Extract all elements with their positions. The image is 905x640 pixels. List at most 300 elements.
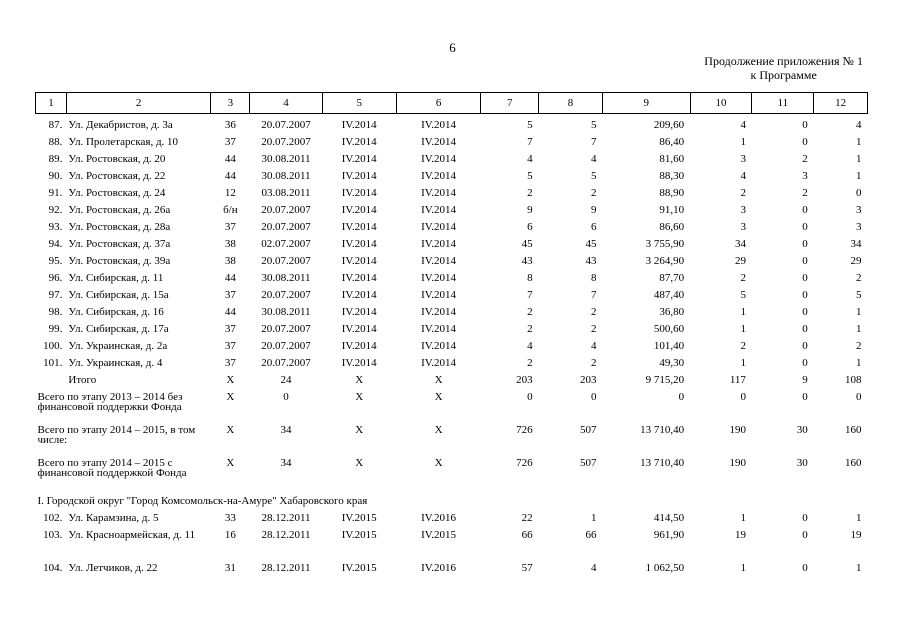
cell: 1 xyxy=(740,306,746,318)
table-row xyxy=(36,358,868,375)
stage-summary-row xyxy=(36,458,868,496)
cell: 4 xyxy=(590,340,597,352)
cell: 2 xyxy=(527,306,533,318)
cell-address: Ул. Ростовская, д. 28а xyxy=(68,221,171,233)
cell: 5 xyxy=(527,119,533,131)
col-header-4: 4 xyxy=(250,93,322,114)
cell-address: Ул. Сибирская, д. 15а xyxy=(68,289,169,301)
cell: 49,30 xyxy=(659,357,685,369)
section-row xyxy=(36,496,868,513)
cell: 28.12.2011 xyxy=(261,512,311,524)
cell: IV.2014 xyxy=(421,204,457,216)
cell: 2 xyxy=(740,187,746,199)
cell: X xyxy=(226,457,235,469)
cell: 0 xyxy=(590,391,597,403)
cell-address: Ул. Украинская, д. 2а xyxy=(68,340,168,352)
cell: 1 xyxy=(740,562,746,574)
cell: 4 xyxy=(590,562,597,574)
cell: 20.07.2007 xyxy=(261,323,311,335)
cell: IV.2014 xyxy=(341,272,377,284)
cell-address: Ул. Пролетарская, д. 10 xyxy=(68,136,179,148)
cell: 2 xyxy=(856,340,862,352)
cell: IV.2014 xyxy=(341,323,377,335)
cell: 2 xyxy=(527,357,533,369)
cell: X xyxy=(355,391,364,403)
cell: 45 xyxy=(585,238,597,250)
cell: 6 xyxy=(590,221,597,233)
cell: 1 xyxy=(856,153,862,165)
cell: 4 xyxy=(740,170,746,182)
cell: 2 xyxy=(590,323,597,335)
cell: 1 xyxy=(856,323,862,335)
cell-number: 98. xyxy=(48,306,63,318)
cell: 37 xyxy=(224,323,236,335)
cell: 160 xyxy=(845,424,862,436)
section-title: I. Городской округ "Город Комсомольск-на-Амуре" Хабаровского края xyxy=(37,495,368,507)
cell: 2 xyxy=(590,187,597,199)
cell-number: 102. xyxy=(43,512,63,524)
cell: IV.2014 xyxy=(341,238,377,250)
cell: 1 xyxy=(856,512,862,524)
cell: 44 xyxy=(224,306,236,318)
total-label: Итого xyxy=(68,374,97,386)
cell-address: Ул. Украинская, д. 4 xyxy=(68,357,163,369)
cell: 9 715,20 xyxy=(645,374,685,386)
cell: 0 xyxy=(802,323,808,335)
cell: IV.2014 xyxy=(421,153,457,165)
cell-address: Ул. Летчиков, д. 22 xyxy=(68,562,158,574)
cell: 02.07.2007 xyxy=(261,238,311,250)
cell: 7 xyxy=(527,136,533,148)
cell: IV.2014 xyxy=(421,187,457,199)
cell: 160 xyxy=(845,457,862,469)
cell: IV.2014 xyxy=(421,119,457,131)
cell: 44 xyxy=(224,272,236,284)
cell: 1 xyxy=(740,512,746,524)
cell: 31 xyxy=(224,562,236,574)
page-number: 6 xyxy=(449,40,456,55)
cell: 190 xyxy=(729,457,746,469)
cell: 0 xyxy=(740,391,746,403)
cell: 4 xyxy=(527,153,533,165)
cell-number: 103. xyxy=(43,529,63,541)
cell: X xyxy=(226,424,235,436)
cell: 0 xyxy=(802,562,808,574)
cell: 13 710,40 xyxy=(640,424,685,436)
cell: 30.08.2011 xyxy=(261,153,311,165)
col-header-11: 11 xyxy=(752,93,814,114)
cell-number: 97. xyxy=(48,289,63,301)
cell: 0 xyxy=(856,391,862,403)
cell: 0 xyxy=(678,391,685,403)
cell: 34 xyxy=(280,457,292,469)
cell: X xyxy=(226,374,235,386)
cell: 66 xyxy=(585,529,597,541)
cell-number: 93. xyxy=(48,221,63,233)
cell: 0 xyxy=(802,136,808,148)
table-row xyxy=(36,171,868,188)
cell: 1 xyxy=(740,323,746,335)
cell-number: 94. xyxy=(48,238,63,250)
cell: 24 xyxy=(280,374,292,386)
cell-number: 96. xyxy=(48,272,63,284)
cell: 29 xyxy=(850,255,862,267)
cell: 3 xyxy=(740,221,746,233)
cell-number: 90. xyxy=(48,170,63,182)
cell: 4 xyxy=(740,119,746,131)
cell: 34 xyxy=(280,424,292,436)
col-header-8: 8 xyxy=(539,93,603,114)
cell-number: 101. xyxy=(43,357,63,369)
cell: 726 xyxy=(516,457,533,469)
table-row xyxy=(36,307,868,324)
cell: X xyxy=(226,391,235,403)
cell: IV.2014 xyxy=(421,238,457,250)
cell: 43 xyxy=(521,255,533,267)
cell: 03.08.2011 xyxy=(261,187,311,199)
table-row xyxy=(36,256,868,273)
cell: 87,70 xyxy=(659,272,685,284)
cell: 5 xyxy=(527,170,533,182)
cell: 1 xyxy=(856,136,862,148)
cell: 30.08.2011 xyxy=(261,306,311,318)
total-row xyxy=(36,375,868,392)
cell: 190 xyxy=(729,424,746,436)
cell: 20.07.2007 xyxy=(261,340,311,352)
cell: IV.2014 xyxy=(421,255,457,267)
cell: 2 xyxy=(527,187,533,199)
cell: 13 710,40 xyxy=(640,457,685,469)
cell: 34 xyxy=(850,238,862,250)
cell: X xyxy=(434,424,443,436)
cell: IV.2014 xyxy=(421,306,457,318)
cell: 2 xyxy=(740,340,746,352)
cell: 19 xyxy=(850,529,862,541)
cell-address: Ул. Декабристов, д. 3а xyxy=(68,119,173,131)
cell: 0 xyxy=(283,391,289,403)
cell: 1 xyxy=(856,306,862,318)
cell: 0 xyxy=(802,221,808,233)
col-header-9: 9 xyxy=(602,93,690,114)
cell: IV.2014 xyxy=(341,170,377,182)
continuation-note xyxy=(704,54,863,82)
cell-address: Ул. Ростовская, д. 39а xyxy=(68,255,171,267)
cell: 3 264,90 xyxy=(645,255,685,267)
cell: X xyxy=(434,457,443,469)
cell: IV.2014 xyxy=(341,255,377,267)
cell: 203 xyxy=(516,374,533,386)
cell-address: Ул. Ростовская, д. 22 xyxy=(68,170,166,182)
cell: IV.2015 xyxy=(341,562,377,574)
cell: 0 xyxy=(802,272,808,284)
cell: 117 xyxy=(729,374,746,386)
table-row xyxy=(36,188,868,205)
cell: 45 xyxy=(521,238,533,250)
cell: IV.2014 xyxy=(341,119,377,131)
cell: 0 xyxy=(802,204,808,216)
cell: 7 xyxy=(590,136,597,148)
cell: 33 xyxy=(224,512,236,524)
cell: б/н xyxy=(223,204,238,216)
cell: 1 xyxy=(856,562,862,574)
cell: 88,30 xyxy=(659,170,685,182)
cell: 8 xyxy=(527,272,533,284)
cell: 2 xyxy=(802,153,808,165)
cell: 3 xyxy=(856,204,862,216)
cell: 28.12.2011 xyxy=(261,529,311,541)
cell: 7 xyxy=(590,289,597,301)
cell: 961,90 xyxy=(653,529,685,541)
cell: IV.2014 xyxy=(341,204,377,216)
cell: 22 xyxy=(521,512,533,524)
table-row xyxy=(36,290,868,307)
cell: 1 xyxy=(856,170,862,182)
table-row xyxy=(36,222,868,239)
cell: IV.2014 xyxy=(341,306,377,318)
cell: 30 xyxy=(796,457,808,469)
cell: 0 xyxy=(802,512,808,524)
col-header-12: 12 xyxy=(814,93,868,114)
cell: X xyxy=(355,374,364,386)
cell: 38 xyxy=(224,238,236,250)
table-row xyxy=(36,137,868,154)
cell: 29 xyxy=(734,255,746,267)
cell: IV.2014 xyxy=(421,323,457,335)
cell: 0 xyxy=(802,391,808,403)
cell: 2 xyxy=(590,357,597,369)
table-row xyxy=(36,205,868,222)
cell: 2 xyxy=(527,323,533,335)
cell: IV.2016 xyxy=(421,512,457,524)
cell-number: 99. xyxy=(48,323,63,335)
continuation-line-1: Продолжение приложения № 1 xyxy=(704,54,863,68)
cell-number: 89. xyxy=(48,153,63,165)
cell: 57 xyxy=(521,562,533,574)
cell: 38 xyxy=(224,255,236,267)
cell: IV.2014 xyxy=(421,221,457,233)
cell: 66 xyxy=(521,529,533,541)
cell: 2 xyxy=(590,306,597,318)
cell: 4 xyxy=(590,153,597,165)
cell-address: Ул. Ростовская, д. 26а xyxy=(68,204,171,216)
cell: 3 xyxy=(802,170,808,182)
cell-address: Ул. Ростовская, д. 24 xyxy=(68,187,166,199)
cell-number: 92. xyxy=(48,204,63,216)
cell: IV.2014 xyxy=(421,170,457,182)
cell: IV.2015 xyxy=(341,529,377,541)
stage-summary-row xyxy=(36,425,868,458)
cell: 0 xyxy=(527,391,533,403)
cell: 0 xyxy=(802,255,808,267)
cell: 37 xyxy=(224,221,236,233)
cell: 37 xyxy=(224,136,236,148)
cell: 37 xyxy=(224,340,236,352)
cell-number: 88. xyxy=(48,136,63,148)
cell: 5 xyxy=(740,289,746,301)
cell: 1 xyxy=(590,512,597,524)
cell: IV.2014 xyxy=(421,136,457,148)
cell: 20.07.2007 xyxy=(261,221,311,233)
cell-number: 95. xyxy=(48,255,63,267)
col-header-10: 10 xyxy=(690,93,752,114)
cell: 30.08.2011 xyxy=(261,272,311,284)
cell-number xyxy=(36,375,67,392)
cell: 0 xyxy=(802,289,808,301)
cell-address: Ул. Сибирская, д. 16 xyxy=(68,306,164,318)
cell: IV.2016 xyxy=(421,562,457,574)
cell-number: 91. xyxy=(48,187,63,199)
cell-address: Ул. Сибирская, д. 17а xyxy=(68,323,169,335)
cell: 20.07.2007 xyxy=(261,255,311,267)
cell: 5 xyxy=(856,289,862,301)
cell: IV.2015 xyxy=(421,529,457,541)
cell: X xyxy=(434,391,443,403)
cell: 1 062,50 xyxy=(645,562,685,574)
cell: 36,80 xyxy=(659,306,685,318)
table-row xyxy=(36,513,868,530)
cell: IV.2014 xyxy=(341,136,377,148)
cell: 20.07.2007 xyxy=(261,119,311,131)
cell-address: Ул. Сибирская, д. 11 xyxy=(68,272,164,284)
cell: 209,60 xyxy=(653,119,685,131)
cell: 88,90 xyxy=(659,187,685,199)
cell: IV.2014 xyxy=(421,272,457,284)
cell: 9 xyxy=(590,204,597,216)
cell: 0 xyxy=(802,238,808,250)
cell: 91,10 xyxy=(659,204,685,216)
cell: 43 xyxy=(585,255,597,267)
cell-address: Ул. Ростовская, д. 20 xyxy=(68,153,166,165)
cell: 1 xyxy=(740,136,746,148)
cell: 3 xyxy=(740,204,746,216)
cell: 108 xyxy=(845,374,862,386)
cell: 414,50 xyxy=(653,512,685,524)
cell: 1 xyxy=(740,357,746,369)
table-row xyxy=(36,239,868,256)
col-header-7: 7 xyxy=(481,93,539,114)
cell: 20.07.2007 xyxy=(261,204,311,216)
cell: 507 xyxy=(579,457,597,469)
cell: IV.2014 xyxy=(341,153,377,165)
cell: 3 xyxy=(856,221,862,233)
col-header-6: 6 xyxy=(396,93,481,114)
cell: 37 xyxy=(224,357,236,369)
cell: 5 xyxy=(590,119,597,131)
cell: IV.2014 xyxy=(421,340,457,352)
cell: 726 xyxy=(516,424,533,436)
cell: 2 xyxy=(856,272,862,284)
cell: 500,60 xyxy=(653,323,685,335)
cell: X xyxy=(434,374,443,386)
col-header-1: 1 xyxy=(36,93,67,114)
cell: 9 xyxy=(802,374,808,386)
cell: 16 xyxy=(224,529,236,541)
cell: 0 xyxy=(802,357,808,369)
cell: 2 xyxy=(802,187,808,199)
cell: 1 xyxy=(856,357,862,369)
table-row xyxy=(36,563,868,580)
cell: 9 xyxy=(527,204,533,216)
cell: 7 xyxy=(527,289,533,301)
cell: 30.08.2011 xyxy=(261,170,311,182)
cell: 44 xyxy=(224,170,236,182)
cell: 0 xyxy=(802,340,808,352)
cell: IV.2014 xyxy=(421,289,457,301)
cell: 37 xyxy=(224,289,236,301)
cell: IV.2014 xyxy=(341,357,377,369)
cell: X xyxy=(355,424,364,436)
table-row xyxy=(36,341,868,358)
cell: 0 xyxy=(802,119,808,131)
cell: 3 xyxy=(740,153,746,165)
cell: 19 xyxy=(734,529,746,541)
stage-summary-row xyxy=(36,392,868,425)
cell: 203 xyxy=(579,374,597,386)
col-header-3: 3 xyxy=(211,93,250,114)
cell-address: Ул. Карамзина, д. 5 xyxy=(68,512,159,524)
col-header-5: 5 xyxy=(322,93,396,114)
table-row xyxy=(36,154,868,171)
cell: 0 xyxy=(802,306,808,318)
continuation-line-2: к Программе xyxy=(750,68,817,82)
cell: X xyxy=(355,457,364,469)
housing-table xyxy=(35,92,868,580)
cell: 34 xyxy=(734,238,746,250)
cell: 36 xyxy=(224,119,236,131)
cell: 3 755,90 xyxy=(645,238,685,250)
cell: IV.2014 xyxy=(341,221,377,233)
cell: 8 xyxy=(590,272,597,284)
stage-summary-label: Всего по этапу 2013 – 2014 без финансовой поддержки Фонда xyxy=(37,391,183,413)
cell: 4 xyxy=(527,340,533,352)
cell: 0 xyxy=(856,187,862,199)
cell: 101,40 xyxy=(653,340,685,352)
cell: 4 xyxy=(856,119,862,131)
cell-number: 87. xyxy=(48,119,63,131)
cell: 28.12.2011 xyxy=(261,562,311,574)
table-row xyxy=(36,324,868,341)
cell: 487,40 xyxy=(653,289,685,301)
cell-number: 104. xyxy=(43,562,63,574)
table-row xyxy=(36,530,868,563)
cell: 2 xyxy=(740,272,746,284)
cell: IV.2014 xyxy=(421,357,457,369)
cell: IV.2015 xyxy=(341,512,377,524)
cell-address: Ул. Ростовская, д. 37а xyxy=(68,238,171,250)
table-row xyxy=(36,273,868,290)
cell: IV.2014 xyxy=(341,187,377,199)
cell: 12 xyxy=(224,187,236,199)
cell: 20.07.2007 xyxy=(261,136,311,148)
header-row xyxy=(36,93,868,114)
cell: 86,40 xyxy=(659,136,685,148)
cell-address: Ул. Красноармейская, д. 11 xyxy=(68,529,196,541)
cell: 5 xyxy=(590,170,597,182)
cell: 44 xyxy=(224,153,236,165)
cell: 20.07.2007 xyxy=(261,357,311,369)
cell: 81,60 xyxy=(659,153,685,165)
cell-number: 100. xyxy=(43,340,63,352)
cell: 30 xyxy=(796,424,808,436)
table-row xyxy=(36,114,868,138)
cell: 86,60 xyxy=(659,221,685,233)
stage-summary-label: Всего по этапу 2014 – 2015, в том числе: xyxy=(37,424,196,446)
cell: 20.07.2007 xyxy=(261,289,311,301)
cell: IV.2014 xyxy=(341,289,377,301)
stage-summary-label: Всего по этапу 2014 – 2015 с финансовой поддержкой Фонда xyxy=(37,457,187,479)
col-header-2: 2 xyxy=(66,93,210,114)
cell: 507 xyxy=(579,424,597,436)
